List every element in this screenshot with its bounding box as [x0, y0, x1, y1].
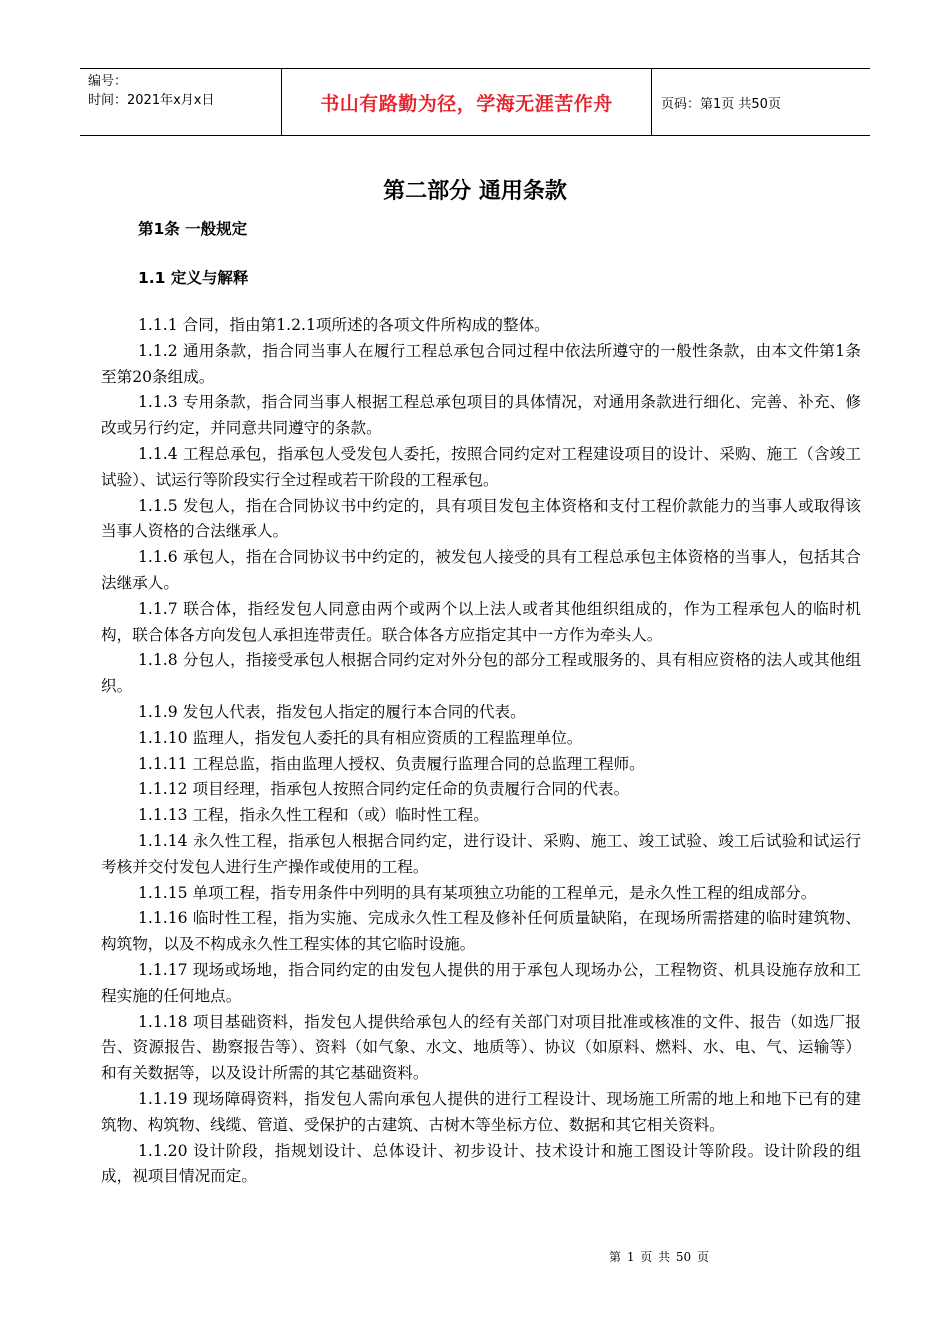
article-heading: 第1条 一般规定	[138, 220, 248, 238]
clause-paragraph: 1.1.15 单项工程，指专用条件中列明的具有某项独立功能的工程单元，是永久性工程的组成部分。	[138, 883, 817, 902]
clause-paragraph: 1.1.13 工程，指永久性工程和（或）临时性工程。	[138, 806, 489, 825]
clause-list	[101, 313, 861, 1190]
document-date: 时间：2021年x月x日	[88, 93, 215, 108]
clause-paragraph: 1.1.6 承包人，指在合同协议书中约定的，被发包人接受的具有工程总承包主体资格的当事人，包括其合法继承人。	[101, 548, 861, 592]
header-page-code: 页码：第1页 共50页	[661, 96, 781, 112]
header-motto: 书山有路勤为径，学海无涯苦作舟	[282, 69, 652, 135]
clause-paragraph: 1.1.19 现场障碍资料，指发包人需向承包人提供的进行工程设计、现场施工所需的地上和地下已有的建筑物、构筑物、线缆、管道、受保护的古建筑、古树木等坐标方位、数据和其它相关资料。	[101, 1089, 861, 1134]
clause-paragraph: 1.1.1 合同，指由第1.2.1项所述的各项文件所构成的整体。	[138, 316, 550, 334]
clause-paragraph: 1.1.12 项目经理，指承包人按照合同约定任命的负责履行合同的代表。	[138, 780, 630, 799]
clause-paragraph: 1.1.7 联合体，指经发包人同意由两个或两个以上法人或者其他组织组成的，作为工程承包人的临时机构，联合体各方向发包人承担连带责任。联合体各方应指定其中一方作为牵头人。	[101, 599, 861, 644]
clause-paragraph: 1.1.3 专用条款，指合同当事人根据工程总承包项目的具体情况，对通用条款进行细化、完善、补充、修改或另行约定，并同意共同遵守的条款。	[101, 393, 861, 438]
clause-paragraph: 1.1.18 项目基础资料，指发包人提供给承包人的经有关部门对项目批准或核准的文件、报告（如选厂报告、资源报告、勘察报告等）、资料（如气象、水文、地质等）、协议（如原料、燃料、水、电、气、运输等）和有关数据等，以及设计所需的其它基础资料。	[101, 1012, 861, 1083]
section-heading: 1.1 定义与解释	[138, 269, 249, 287]
clause-paragraph: 1.1.4 工程总承包，指承包人受发包人委托，按照合同约定对工程建设项目的设计、采购、施工（含竣工试验）、试运行等阶段实行全过程或若干阶段的工程承包。	[101, 444, 861, 489]
page-title: 第二部分 通用条款	[383, 179, 567, 204]
document-number-label: 编号：	[88, 74, 128, 89]
clause-paragraph: 1.1.16 临时性工程，指为实施、完成永久性工程及修补任何质量缺陷，在现场所需搭建的临时建筑物、构筑物，以及不构成永久性工程实体的其它临时设施。	[101, 909, 861, 954]
clause-paragraph: 1.1.2 通用条款，指合同当事人在履行工程总承包合同过程中依法所遵守的一般性条款，由本文件第1条至第20条组成。	[101, 341, 861, 386]
document-header	[80, 68, 870, 136]
clause-paragraph: 1.1.17 现场或场地，指合同约定的由发包人提供的用于承包人现场办公，工程物资、机具设施存放和工程实施的任何地点。	[101, 960, 861, 1005]
header-meta-cell	[80, 69, 282, 135]
clause-paragraph: 1.1.14 永久性工程，指承包人根据合同约定，进行设计、采购、施工、竣工试验、竣工后试验和试运行考核并交付发包人进行生产操作或使用的工程。	[101, 831, 861, 876]
clause-paragraph: 1.1.5 发包人，指在合同协议书中约定的，具有项目发包主体资格和支付工程价款能力的当事人或取得该当事人资格的合法继承人。	[101, 496, 861, 541]
clause-paragraph: 1.1.9 发包人代表，指发包人指定的履行本合同的代表。	[138, 702, 526, 721]
clause-paragraph: 1.1.20 设计阶段，指规划设计、总体设计、初步设计、技术设计和施工图设计等阶段。设计阶段的组成，视项目情况而定。	[101, 1141, 861, 1186]
clause-paragraph: 1.1.10 监理人，指发包人委托的具有相应资质的工程监理单位。	[138, 728, 583, 747]
clause-paragraph: 1.1.11 工程总监，指由监理人授权、负责履行监理合同的总监理工程师。	[138, 754, 645, 773]
page-number-footer: 第 1 页 共 50 页	[609, 1250, 709, 1264]
clause-paragraph: 1.1.8 分包人，指接受承包人根据合同约定对外分包的部分工程或服务的、具有相应资格的法人或其他组织。	[101, 651, 861, 696]
